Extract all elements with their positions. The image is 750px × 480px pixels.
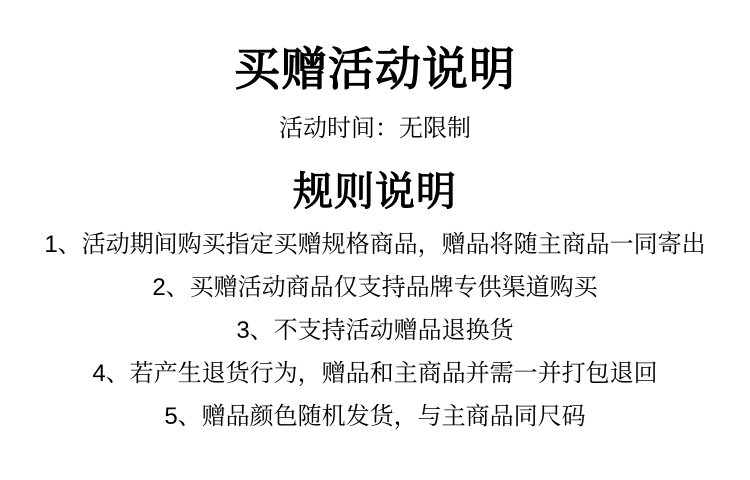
activity-time-text: 活动时间：无限制 [279, 115, 471, 142]
page-title: 买赠活动说明 [234, 43, 516, 95]
rules-section-title: 规则说明 [293, 170, 457, 214]
rules-list [0, 223, 750, 438]
rule-item-2: 2、买赠活动商品仅支持品牌专供渠道购买 [152, 274, 598, 301]
rule-item-4: 4、若产生退货行为，赠品和主商品并需一并打包退回 [92, 360, 658, 387]
rule-item-1: 1、活动期间购买指定买赠规格商品，赠品将随主商品一同寄出 [44, 231, 706, 258]
rule-item-3: 3、不支持活动赠品退换货 [236, 317, 514, 344]
rule-item-5: 5、赠品颜色随机发货，与主商品同尺码 [164, 403, 586, 430]
